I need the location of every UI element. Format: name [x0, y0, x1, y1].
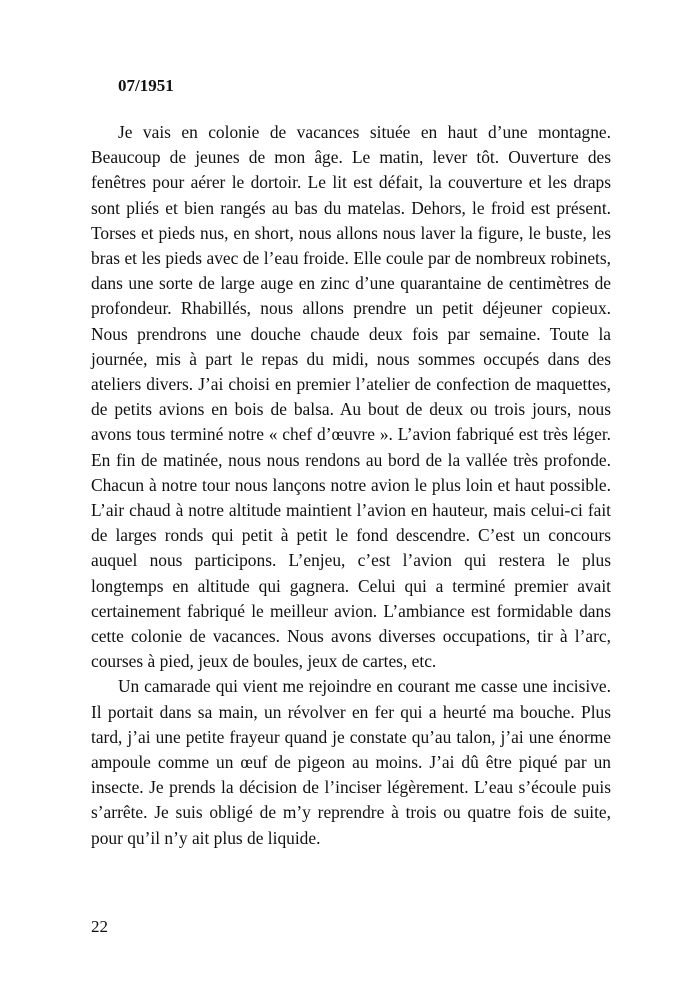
body-text [91, 120, 611, 851]
date-heading: 07/1951 [118, 76, 174, 95]
paragraph: Je vais en colonie de vacances située en haut d’une montagne. Beaucoup de jeunes de mon âge. Le matin, lever tôt. Ouverture des fenêtres pour aérer le dortoir. Le lit est défait, la couverture et les draps sont pliés et bien rangés au bas du matelas. Dehors, le froid est présent. Torses et pieds nus, en short, nous allons nous laver la figure, le buste, les bras et les pieds avec de l’eau froide. Elle coule par de nombreux robinets, dans une sorte de large auge en zinc d’une quarantaine de centimètres de profondeur. Rhabillés, nous allons prendre un petit déjeuner copieux. Nous prendrons une douche chaude deux fois par semaine. Toute la journée, mis à part le repas du midi, nous sommes occupés dans des ateliers divers. J’ai choisi en premier l’atelier de confection de maquettes, de petits avions en bois de balsa. Au bout de deux ou trois jours, nous avons tous terminé notre « chef d’œuvre ». L’avion fabriqué est très léger. En fin de matinée, nous nous rendons au bord de la vallée très profonde. Chacun à notre tour nous lançons notre avion le plus loin et haut possible. L’air chaud à notre altitude maintient l’avion en hauteur, mais celui-ci fait de larges ronds qui petit à petit le fond descendre. C’est un concours auquel nous participons. L’enjeu, c’est l’avion qui restera le plus longtemps en altitude qui gagnera. Celui qui a terminé premier avait certainement fabriqué le meilleur avion. L’ambiance est formidable dans cette colonie de vacances. Nous avons diverses occupations, tir à l’arc, courses à pied, jeux de boules, jeux de cartes, etc. [91, 122, 611, 672]
page-number: 22 [91, 917, 108, 936]
paragraph: Un camarade qui vient me rejoindre en courant me casse une incisive. Il portait dans sa main, un révolver en fer qui a heurté ma bouche. Plus tard, j’ai une petite frayeur quand je constate qu’au talon, j’ai une énorme ampoule comme un œuf de pigeon au moins. J’ai dû être piqué par un insecte. Je prends la décision de l’inciser légèrement. L’eau s’écoule puis s’arrête. Je suis obligé de m’y reprendre à trois ou quatre fois de suite, pour qu’il n’y ait plus de liquide. [91, 676, 611, 848]
